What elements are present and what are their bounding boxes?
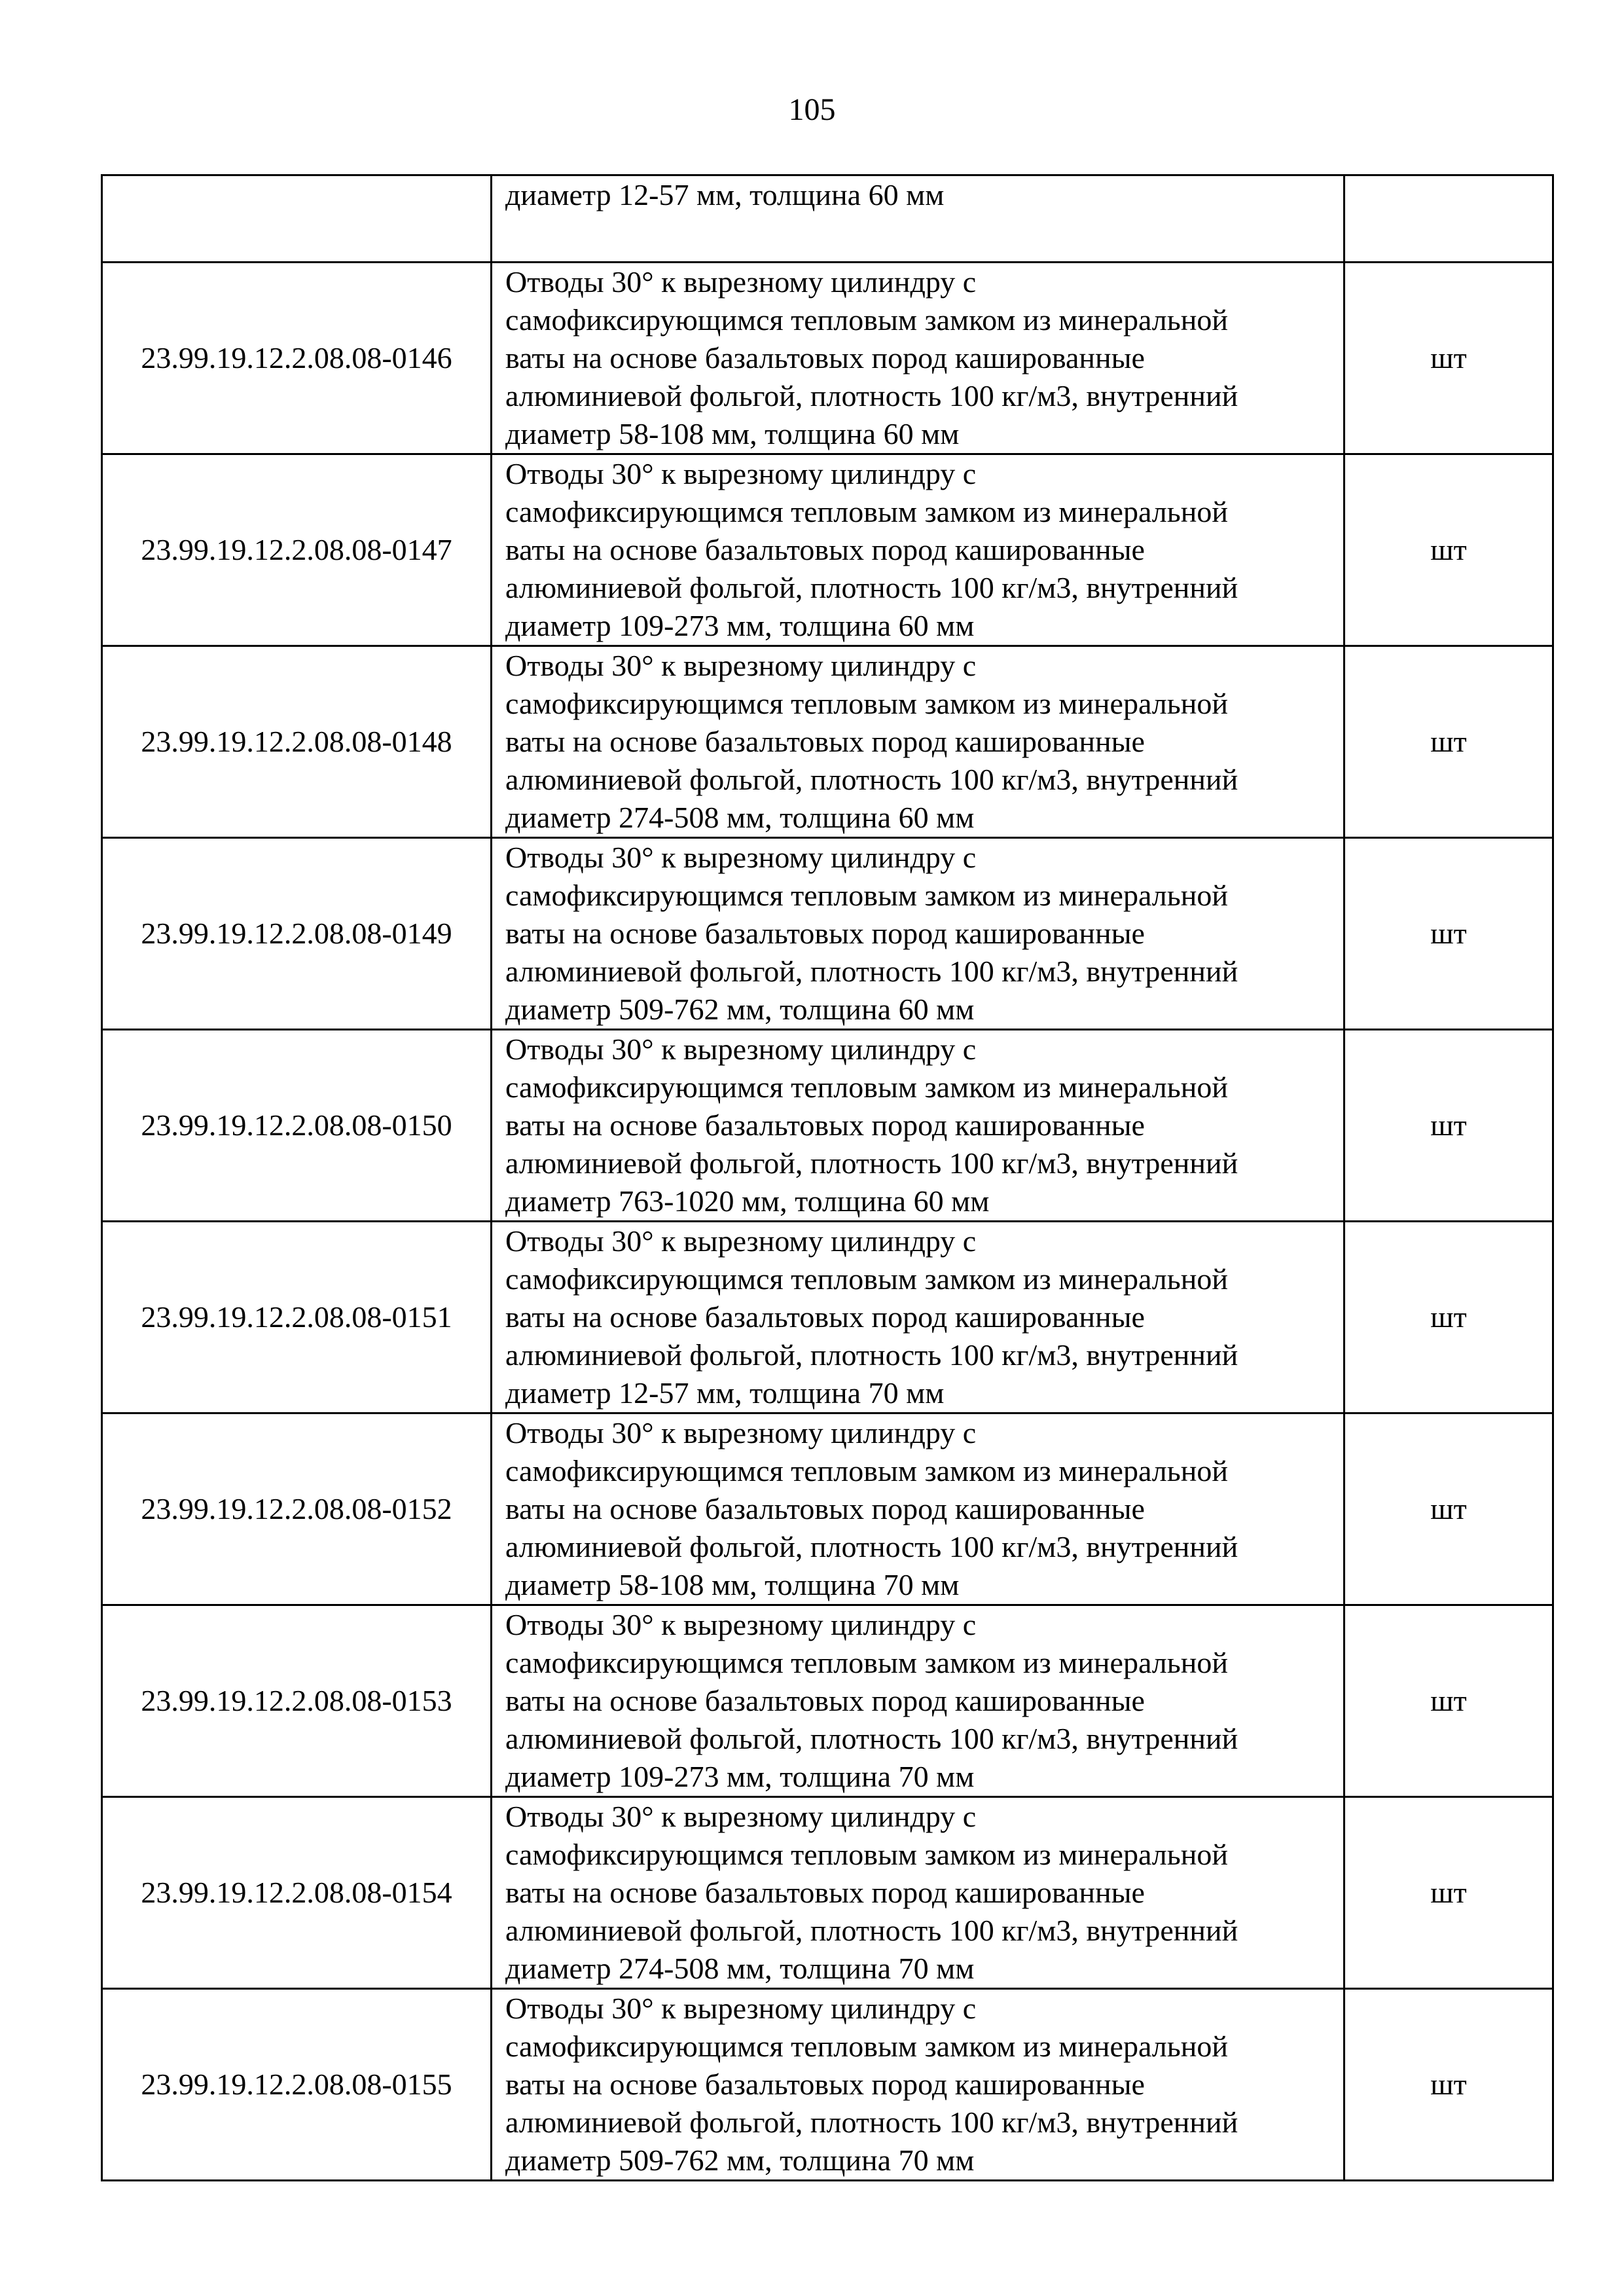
table-row [102, 1605, 1553, 1797]
unit-cell: шт [1344, 1222, 1553, 1413]
description-line: диаметр 12-57 мм, толщина 70 мм [505, 1376, 945, 1410]
unit-cell: шт [1344, 454, 1553, 646]
description-line: ваты на основе базальтовых пород кашированные [505, 1108, 1145, 1142]
table-row [102, 646, 1553, 838]
unit-cell: шт [1344, 263, 1553, 454]
code-cell: 23.99.19.12.2.08.08-0146 [102, 263, 492, 454]
description-line: Отводы 30° к вырезному цилиндру с [505, 1416, 977, 1449]
description-cell [492, 1030, 1344, 1222]
description-cell [492, 175, 1344, 263]
description-line: алюминиевой фольгой, плотность 100 кг/м3, внутренний [505, 1338, 1238, 1372]
description-cell [492, 263, 1344, 454]
description-line: алюминиевой фольгой, плотность 100 кг/м3, внутренний [505, 1914, 1238, 1947]
code-cell: 23.99.19.12.2.08.08-0148 [102, 646, 492, 838]
description-line: Отводы 30° к вырезному цилиндру с [505, 1992, 977, 2025]
description-line: алюминиевой фольгой, плотность 100 кг/м3, внутренний [505, 955, 1238, 988]
description-line: самофиксирующимся тепловым замком из минеральной [505, 1262, 1228, 1296]
code-cell: 23.99.19.12.2.08.08-0153 [102, 1605, 492, 1797]
description-line: ваты на основе базальтовых пород кашированные [505, 341, 1145, 374]
description-line: алюминиевой фольгой, плотность 100 кг/м3, внутренний [505, 1146, 1238, 1180]
code-cell: 23.99.19.12.2.08.08-0151 [102, 1222, 492, 1413]
table-row [102, 1222, 1553, 1413]
description-line: ваты на основе базальтовых пород кашированные [505, 917, 1145, 950]
description-line: алюминиевой фольгой, плотность 100 кг/м3, внутренний [505, 571, 1238, 604]
code-cell: 23.99.19.12.2.08.08-0154 [102, 1797, 492, 1989]
description-cell [492, 454, 1344, 646]
unit-cell: шт [1344, 838, 1553, 1030]
description-line: ваты на основе базальтовых пород кашированные [505, 1300, 1145, 1334]
description-cell [492, 1797, 1344, 1989]
description-line: алюминиевой фольгой, плотность 100 кг/м3, внутренний [505, 2105, 1238, 2139]
unit-cell [1344, 175, 1553, 263]
description-line: диаметр 274-508 мм, толщина 60 мм [505, 801, 975, 834]
description-line: диаметр 12-57 мм, толщина 60 мм [505, 178, 945, 211]
description-line: Отводы 30° к вырезному цилиндру с [505, 457, 977, 490]
description-line: Отводы 30° к вырезному цилиндру с [505, 1800, 977, 1833]
table-row [102, 1797, 1553, 1989]
description-line: ваты на основе базальтовых пород кашированные [505, 725, 1145, 758]
description-line: самофиксирующимся тепловым замком из минеральной [505, 879, 1228, 912]
description-line: диаметр 763-1020 мм, толщина 60 мм [505, 1184, 990, 1218]
table-row [102, 263, 1553, 454]
description-line: Отводы 30° к вырезному цилиндру с [505, 649, 977, 682]
unit-cell: шт [1344, 1413, 1553, 1605]
unit-cell: шт [1344, 646, 1553, 838]
description-line: диаметр 58-108 мм, толщина 70 мм [505, 1568, 960, 1601]
code-cell: 23.99.19.12.2.08.08-0149 [102, 838, 492, 1030]
unit-cell: шт [1344, 1989, 1553, 2181]
description-cell [492, 1605, 1344, 1797]
description-cell [492, 838, 1344, 1030]
description-line: диаметр 509-762 мм, толщина 70 мм [505, 2143, 975, 2177]
code-cell: 23.99.19.12.2.08.08-0150 [102, 1030, 492, 1222]
table-row-continuation [102, 175, 1553, 263]
page-number: 105 [788, 92, 836, 127]
description-line: алюминиевой фольгой, плотность 100 кг/м3, внутренний [505, 1722, 1238, 1755]
code-cell [102, 175, 492, 263]
description-line: диаметр 109-273 мм, толщина 70 мм [505, 1760, 975, 1793]
description-cell [492, 1989, 1344, 2181]
unit-cell: шт [1344, 1797, 1553, 1989]
code-cell: 23.99.19.12.2.08.08-0152 [102, 1413, 492, 1605]
items-table-body [102, 175, 1553, 2181]
table-row [102, 1989, 1553, 2181]
description-line: самофиксирующимся тепловым замком из минеральной [505, 1838, 1228, 1871]
description-line: ваты на основе базальтовых пород кашированные [505, 1492, 1145, 1525]
items-table [101, 174, 1554, 2181]
code-cell: 23.99.19.12.2.08.08-0147 [102, 454, 492, 646]
unit-cell: шт [1344, 1605, 1553, 1797]
description-line: алюминиевой фольгой, плотность 100 кг/м3, внутренний [505, 1530, 1238, 1563]
table-row [102, 838, 1553, 1030]
description-line: алюминиевой фольгой, плотность 100 кг/м3, внутренний [505, 763, 1238, 796]
description-line: самофиксирующимся тепловым замком из минеральной [505, 303, 1228, 337]
description-line: ваты на основе базальтовых пород кашированные [505, 1876, 1145, 1909]
description-line: диаметр 274-508 мм, толщина 70 мм [505, 1952, 975, 1985]
description-line: алюминиевой фольгой, плотность 100 кг/м3, внутренний [505, 379, 1238, 412]
table-row [102, 454, 1553, 646]
table-row [102, 1413, 1553, 1605]
description-line: Отводы 30° к вырезному цилиндру с [505, 841, 977, 874]
description-cell [492, 1413, 1344, 1605]
description-line: ваты на основе базальтовых пород кашированные [505, 1684, 1145, 1717]
description-line: самофиксирующимся тепловым замком из минеральной [505, 2030, 1228, 2063]
description-line: Отводы 30° к вырезному цилиндру с [505, 1224, 977, 1258]
description-line: Отводы 30° к вырезному цилиндру с [505, 265, 977, 299]
description-cell [492, 646, 1344, 838]
description-line: самофиксирующимся тепловым замком из минеральной [505, 1070, 1228, 1104]
description-line: Отводы 30° к вырезному цилиндру с [505, 1608, 977, 1641]
description-line: диаметр 109-273 мм, толщина 60 мм [505, 609, 975, 642]
table-row [102, 1030, 1553, 1222]
unit-cell: шт [1344, 1030, 1553, 1222]
description-line: диаметр 509-762 мм, толщина 60 мм [505, 993, 975, 1026]
description-line: ваты на основе базальтовых пород кашированные [505, 533, 1145, 566]
description-line: самофиксирующимся тепловым замком из минеральной [505, 687, 1228, 720]
description-line: самофиксирующимся тепловым замком из минеральной [505, 1454, 1228, 1487]
description-line: Отводы 30° к вырезному цилиндру с [505, 1032, 977, 1066]
description-line: самофиксирующимся тепловым замком из минеральной [505, 495, 1228, 528]
code-cell: 23.99.19.12.2.08.08-0155 [102, 1989, 492, 2181]
description-line: ваты на основе базальтовых пород кашированные [505, 2068, 1145, 2101]
description-cell [492, 1222, 1344, 1413]
description-line: диаметр 58-108 мм, толщина 60 мм [505, 417, 960, 450]
description-line: самофиксирующимся тепловым замком из минеральной [505, 1646, 1228, 1679]
